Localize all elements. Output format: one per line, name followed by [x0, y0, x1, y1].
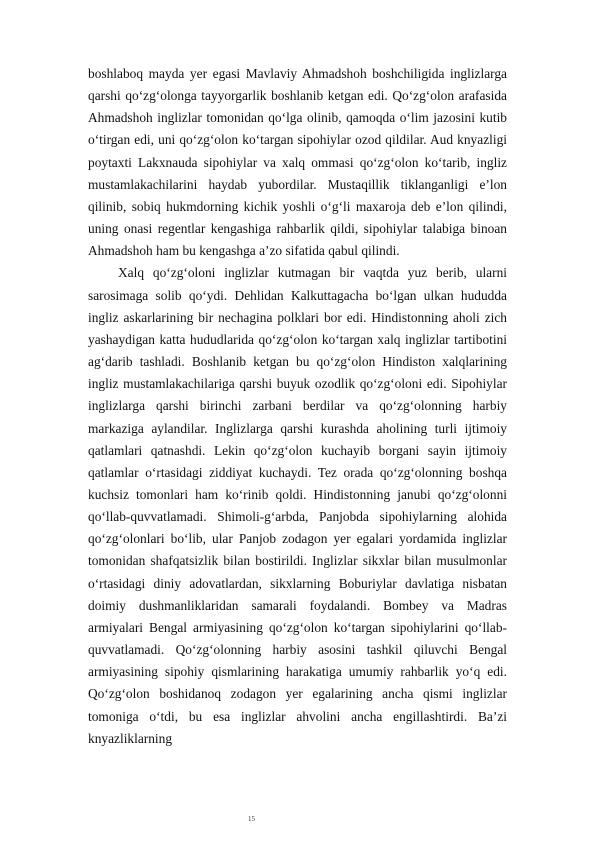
page-number: 15: [248, 815, 255, 823]
paragraph-2: Xalq qo‘zg‘oloni inglizlar kutmagan bir vaqtda yuz berib, ularni sarosimaga solib qo‘ydi. Dehlidan Kalkuttagacha bo‘lgan ulkan hududda ingliz askarlarining bir nechagina polklari bor edi. Hindistonning aholi zich yashaydigan katta hududlarida qo‘zg‘olon ko‘targan xalq inglizlar tartibotini ag‘darib tashladi. Boshlanib ketgan bu qo‘zg‘olon Hindiston xalqlarining ingliz mustamlakachilariga qarshi buyuk ozodlik qo‘zg‘oloni edi. Sipohiylar inglizlarga qarshi birinchi zarbani berdilar va qo‘zg‘olonning harbiy markaziga aylandilar. Inglizlarga qarshi kurashda aholining turli ijtimoiy qatlamlari qatnashdi. Lekin qo‘zg‘olon kuchayib borgani sayin ijtimoiy qatlamlar o‘rtasidagi ziddiyat kuchaydi. Tez orada qo‘zg‘olonning boshqa kuchsiz tomonlari ham ko‘rinib qoldi. Hindistonning janubi qo‘zg‘olonni qo‘llab-quvvatlamadi. Shimoli-g‘arbda, Panjobda sipohiylarning alohida qo‘zg‘olonlari bo‘lib, ular Panjob zodagon yer egalari yordamida inglizlar tomonidan shafqatsizlik bilan bostirildi. Inglizlar sikxlar bilan musulmonlar o‘rtasidagi diniy adovatlardan, sikxlarning Boburiylar davlatiga nisbatan doimiy dushmanliklaridan samarali foydalandi. Bombey va Madras armiyalari Bengal armiyasining qo‘zg‘olon ko‘targan sipohiylarini qo‘llab-quvvatlamadi. Qo‘zg‘olonning harbiy asosini tashkil qiluvchi Bengal armiyasining sipohiy qismlarining harakatiga umumiy rahbarlik yo‘q edi. Qo‘zg‘olon boshidanoq zodagon yer egalarining ancha qismi inglizlar tomoniga o‘tdi, bu esa inglizlar ahvolini ancha engillashtirdi. Ba’zi knyazliklarning: [88, 265, 507, 746]
paragraph-1: boshlaboq mayda yer egasi Mavlaviy Ahmadshoh boshchiligida inglizlarga qarshi qo‘zg‘olonga tayyorgarlik boshlanib ketgan edi. Qo‘zg‘olon arafasida Ahmadshoh inglizlar tomonidan qo‘lga olinib, qamoqda o‘lim jazosini kutib o‘tirgan edi, uni qo‘zg‘olon ko‘targan sipohiylar ozod qildilar. Aud knyazligi poytaxti Lakxnauda sipohiylar va xalq ommasi qo‘zg‘olon ko‘tarib, ingliz mustamlakachilarini haydab yubordilar. Mustaqillik tiklanganligi e’lon qilinib, sobiq hukmdorning kichik yoshli o‘g‘li maxaroja deb e’lon qilindi, uning onasi regentlar kengashiga rahbarlik qildi, sipohiylar talabiga binoan Ahmadshoh ham bu kengashga a’zo sifatida qabul qilindi.: [88, 66, 507, 259]
document-body: [88, 63, 507, 750]
